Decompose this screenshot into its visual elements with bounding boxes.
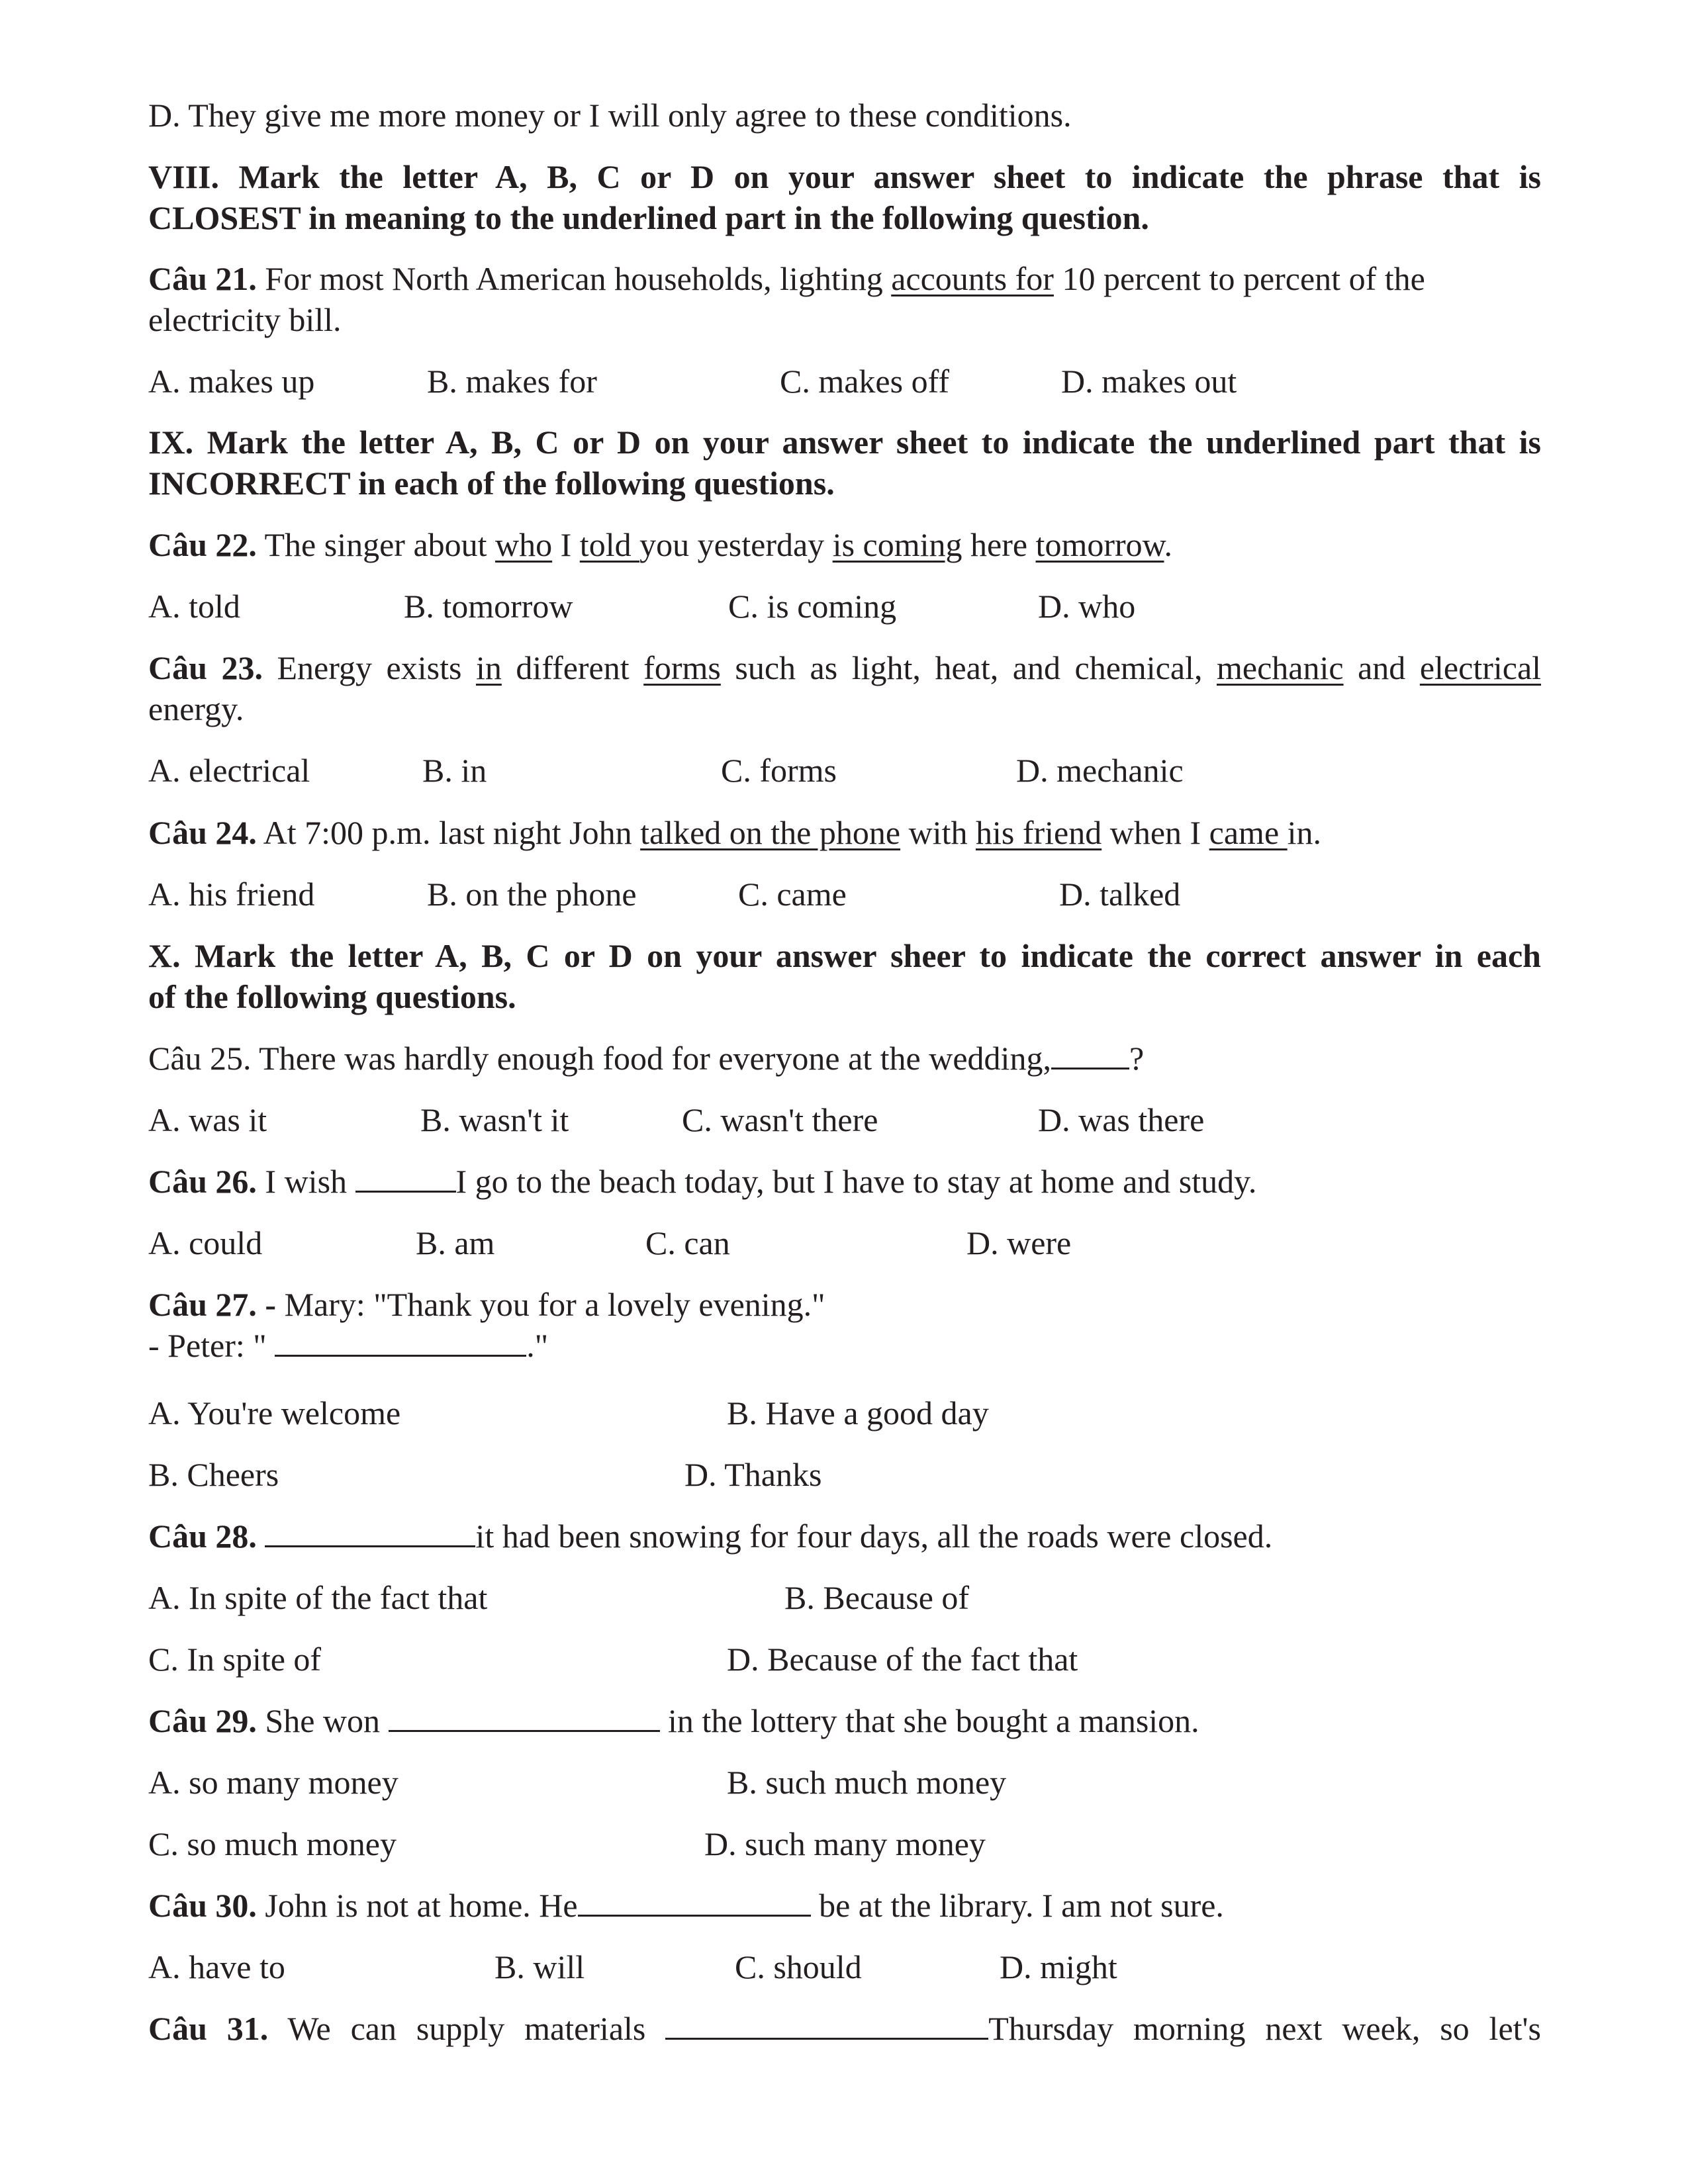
underlined-phrase: accounts for [891,260,1054,297]
question-24-label: Câu 24. [148,814,257,851]
q24-option-c: C. came [738,876,847,913]
q26-option-d: D. were [966,1224,1072,1261]
answer-blank [275,1326,526,1357]
answer-blank [1051,1038,1129,1069]
question-27-line2: - Peter: " ." [148,1327,549,1364]
q22-option-c: C. is coming [728,588,897,625]
q26-option-a: A. could [148,1224,263,1261]
section-ix-heading-line1: IX. Mark the letter A, B, C or D on your answer sheet to indicate the underlined part that is [148,424,1541,461]
section-x-heading-line2: of the following questions. [148,978,516,1015]
q24-option-b: B. on the phone [427,876,637,913]
q27-option-a: A. You're welcome [148,1394,401,1432]
q28-option-b: B. Because of [784,1579,970,1616]
question-30-label: Câu 30. [148,1887,257,1924]
question-23: Câu 23. Energy exists in different forms such as light, heat, and chemical, mechanic and electrical [148,649,1542,686]
q23-option-b: B. in [422,752,487,789]
question-22-label: Câu 22. [148,526,257,563]
q22-option-a: A. told [148,588,240,625]
q30-option-b: B. will [494,1948,585,1985]
q28-option-a: A. In spite of the fact that [148,1579,488,1616]
answer-blank [265,1516,475,1547]
q27-option-c: B. Cheers [148,1456,279,1493]
q25-option-b: B. wasn't it [420,1101,569,1138]
q24-option-a: A. his friend [148,876,315,913]
question-26: Câu 26. I wish I go to the beach today, but I have to stay at home and study. [148,1163,1257,1200]
question-28: Câu 28. it had been snowing for four days, all the roads were closed. [148,1518,1273,1555]
question-29: Câu 29. She won in the lottery that she bought a mansion. [148,1702,1199,1739]
q29-option-b: B. such much money [727,1764,1007,1801]
q30-option-c: C. should [735,1948,862,1985]
q28-option-c: C. In spite of [148,1641,322,1678]
question-22: Câu 22. The singer about who I told you yesterday is coming here tomorrow. [148,526,1172,563]
q29-option-c: C. so much money [148,1825,397,1862]
section-viii-heading-line1: VIII. Mark the letter A, B, C or D on your answer sheet to indicate the phrase that is [148,158,1541,195]
question-28-label: Câu 28. [148,1518,257,1555]
q29-option-a: A. so many money [148,1764,399,1801]
question-23-label: Câu 23. [148,649,263,686]
q22-option-d: D. who [1038,588,1136,625]
q23-option-d: D. mechanic [1016,752,1184,789]
q30-option-d: D. might [1000,1948,1117,1985]
q30-option-a: A. have to [148,1948,285,1985]
q22-option-b: B. tomorrow [404,588,573,625]
q25-option-c: C. wasn't there [682,1101,878,1138]
answer-blank [665,2009,988,2040]
question-23-line2: energy. [148,690,244,727]
option-d-prev-question: D. They give me more money or I will only agree to these conditions. [148,97,1072,134]
question-31-label: Câu 31. [148,2010,269,2047]
q21-option-c: C. makes off [780,363,949,400]
section-viii-heading-line2: CLOSEST in meaning to the underlined part in the following question. [148,199,1149,236]
section-x-heading-line1: X. Mark the letter A, B, C or D on your answer sheer to indicate the correct answer in each [148,937,1541,974]
question-26-label: Câu 26. [148,1163,257,1200]
q27-option-b: B. Have a good day [727,1394,989,1432]
section-ix-heading-line2: INCORRECT in each of the following questions. [148,465,835,502]
question-21-line2: electricity bill. [148,301,342,338]
q24-option-d: D. talked [1059,876,1181,913]
question-25: Câu 25. There was hardly enough food for everyone at the wedding, ? [148,1040,1145,1077]
question-21: Câu 21. For most North American households, lighting accounts for 10 percent to percent of the [148,260,1425,297]
question-27: Câu 27. - Mary: "Thank you for a lovely evening." [148,1286,825,1323]
q29-option-d: D. such many money [704,1825,986,1862]
q21-option-a: A. makes up [148,363,315,400]
question-27-label: Câu 27. - [148,1286,277,1323]
question-31: Câu 31. We can supply materials Thursday morning next week, so let's [148,2010,1542,2047]
answer-blank [578,1886,811,1917]
q28-option-d: D. Because of the fact that [727,1641,1078,1678]
q26-option-b: B. am [416,1224,495,1261]
question-30: Câu 30. John is not at home. He be at the library. I am not sure. [148,1887,1224,1924]
answer-blank [355,1161,456,1193]
question-24: Câu 24. At 7:00 p.m. last night John talked on the phone with his friend when I came in. [148,814,1322,851]
q21-option-b: B. makes for [427,363,597,400]
q23-option-c: C. forms [721,752,837,789]
answer-blank [389,1701,660,1732]
q25-option-d: D. was there [1038,1101,1205,1138]
q21-option-d: D. makes out [1061,363,1237,400]
q25-option-a: A. was it [148,1101,267,1138]
q26-option-c: C. can [645,1224,730,1261]
q23-option-a: A. electrical [148,752,310,789]
q27-option-d: D. Thanks [684,1456,822,1493]
question-21-label: Câu 21. [148,260,257,297]
question-29-label: Câu 29. [148,1702,257,1739]
